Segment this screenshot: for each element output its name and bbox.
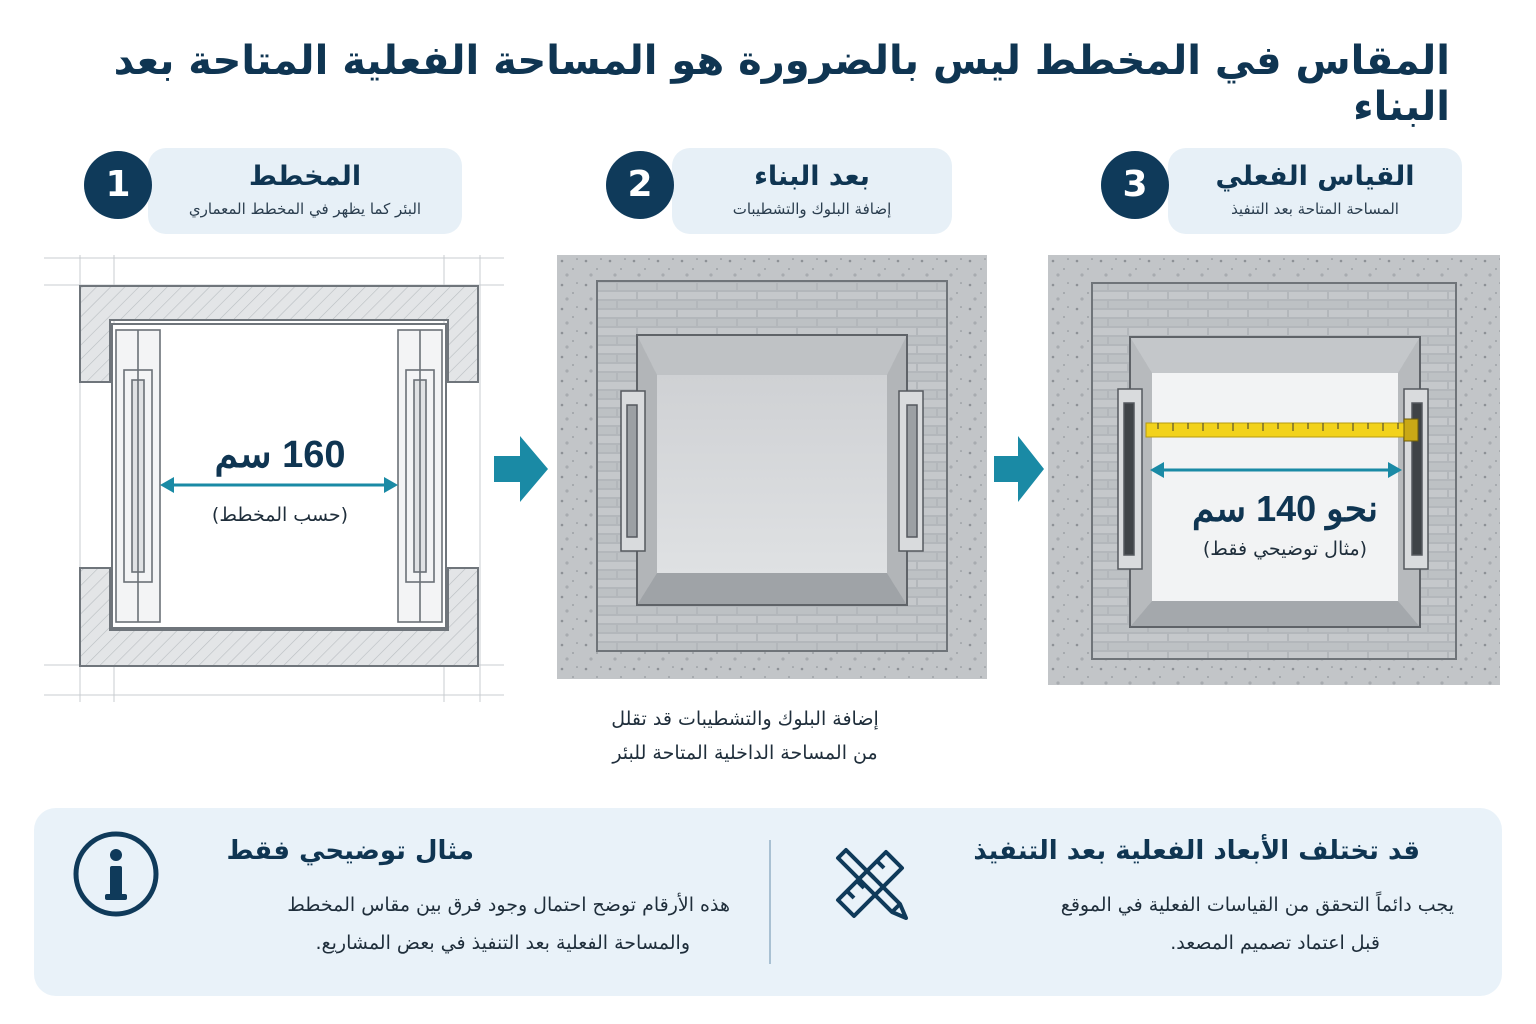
- info-right-line-1: يجب دائماً التحقق من القياسات الفعلية في الموقع: [1060, 894, 1454, 916]
- step-3-number: 3: [1101, 151, 1169, 219]
- info-left-text: [184, 886, 730, 962]
- actual-measure-note: (مثال توضيحي فقط): [1202, 538, 1368, 560]
- caption-line-2: من المساحة الداخلية المتاحة للبئر: [612, 742, 878, 764]
- arrow-right-icon: [994, 436, 1044, 502]
- plan-measure-note: (حسب المخطط): [211, 504, 349, 526]
- step-3-title: القياس الفعلي: [1215, 161, 1415, 192]
- info-box: [34, 808, 1502, 996]
- construction-caption: [560, 702, 930, 770]
- info-left-line-2: والمساحة الفعلية بعد التنفيذ في بعض المشاريع.: [315, 932, 690, 954]
- step-2-number: 2: [606, 151, 674, 219]
- step-3-subtitle: المساحة المتاحة بعد التنفيذ: [1231, 200, 1399, 218]
- step-1-subtitle: البئر كما يظهر في المخطط المعماري: [188, 200, 422, 218]
- pencil-ruler-icon: [830, 840, 914, 924]
- step-1-number: 1: [84, 151, 152, 219]
- step-2-pill: [672, 148, 952, 234]
- arrow-right-icon: [494, 436, 548, 502]
- actual-measure-label: نحو 140 سم: [1191, 488, 1379, 529]
- step-1-title: المخطط: [248, 161, 362, 192]
- step-2-subtitle: إضافة البلوك والتشطيبات: [732, 200, 892, 218]
- info-left-heading: مثال توضيحي فقط: [226, 836, 474, 866]
- info-right-heading: قد تختلف الأبعاد الفعلية بعد التنفيذ: [973, 836, 1420, 866]
- page-title: المقاس في المخطط ليس بالضرورة هو المساحة الفعلية المتاحة بعد البناء: [113, 38, 1450, 130]
- built-shaft-image: [557, 255, 987, 679]
- step-1-pill: [148, 148, 462, 234]
- caption-line-1: إضافة البلوك والتشطيبات قد تقلل: [611, 708, 879, 730]
- plan-measure-label: 160 سم: [214, 434, 346, 476]
- measured-shaft-image: [1048, 255, 1500, 685]
- step-2-title: بعد البناء: [754, 161, 870, 192]
- info-icon: [70, 828, 162, 920]
- info-right-text: [934, 886, 1454, 962]
- step-3-pill: [1168, 148, 1462, 234]
- info-divider: [769, 840, 771, 964]
- info-right-line-2: قبل اعتماد تصميم المصعد.: [1170, 932, 1380, 954]
- info-left-line-1: هذه الأرقام توضح احتمال وجود فرق بين مقاس المخطط: [287, 894, 730, 916]
